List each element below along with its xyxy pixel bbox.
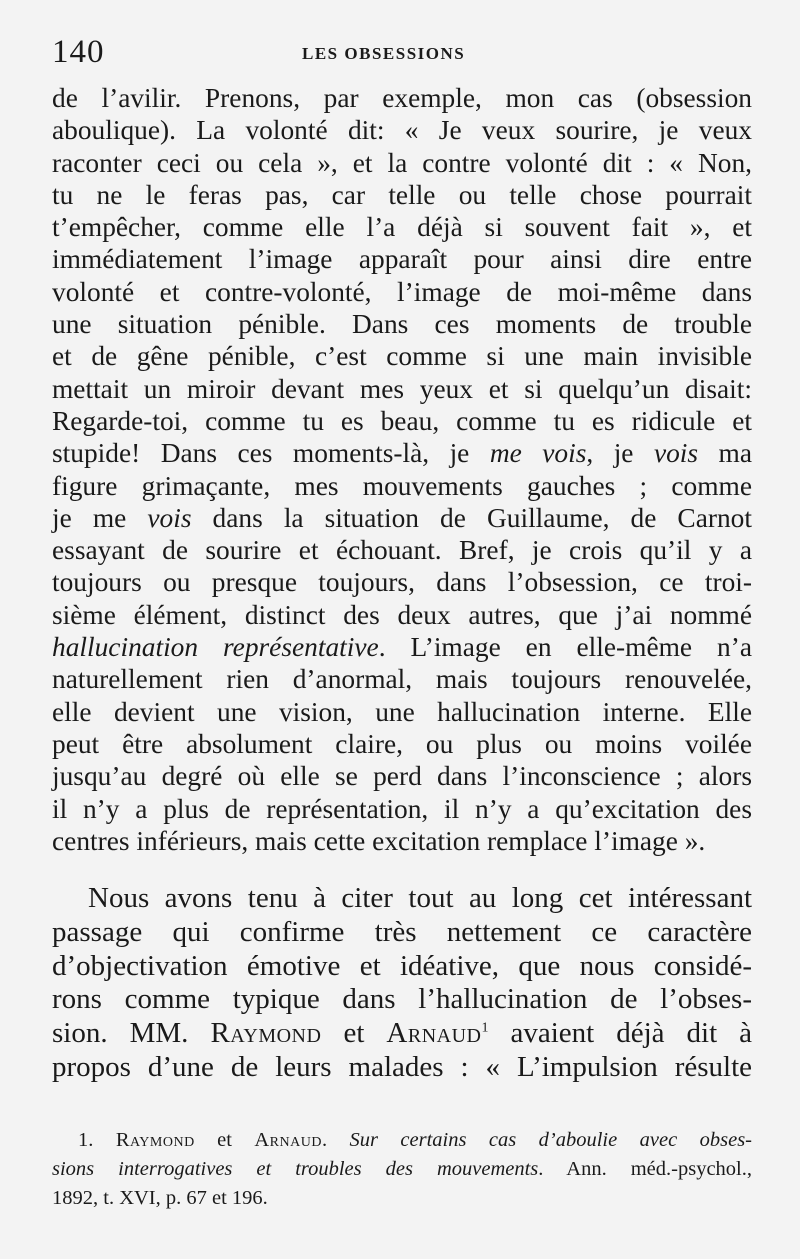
- footnote-line: sions interrogatives et troubles des mouvements. Ann. méd.-psychol.,: [52, 1158, 752, 1180]
- text-line: de l’avilir. Prenons, par exemple, mon cas (obsession: [52, 83, 752, 113]
- footnote-line: 1892, t. XVI, p. 67 et 196.: [52, 1187, 268, 1209]
- page-number: 140: [52, 34, 105, 70]
- work-title: sions interrogatives et troubles des mouvements: [52, 1158, 539, 1180]
- emphasis: me vois: [489, 438, 587, 469]
- text-line: sion. MM. Raymond et Arnaud$^1$ avaient déjà dit à: [52, 1017, 753, 1050]
- text-line: naturellement rien d’anormal, mais toujours renouvelée,: [52, 664, 752, 695]
- page-header: [52, 34, 748, 74]
- footnote: [52, 1126, 752, 1213]
- text-line: d’objectivation émotive et idéative, que nous considé-: [52, 949, 752, 982]
- text-line: aboulique). La volonté dit: « Je veux sourire, je veux: [52, 115, 752, 146]
- text-line: Nous avons tenu à citer tout au long cet intéressant: [88, 882, 752, 914]
- running-head: LES OBSESSIONS: [302, 44, 466, 63]
- text-line: peut être absolument claire, ou plus ou moins voilée: [52, 728, 752, 759]
- text-line: elle devient une vision, une hallucination interne. Elle: [52, 696, 752, 727]
- text-line: une situation pénible. Dans ces moments de trouble: [52, 309, 752, 340]
- footnote-ref[interactable]: 1: [481, 1020, 489, 1036]
- text-line: je me vois dans la situation de Guillaume, de Carnot: [52, 502, 752, 533]
- text-line: hallucination représentative. L’image en elle-même n’a: [52, 632, 752, 663]
- author-name: Raymond: [210, 1017, 322, 1050]
- text-line: mettait un miroir devant mes yeux et si quelqu’un disait:: [52, 373, 752, 404]
- author-name: Arnaud: [386, 1017, 482, 1050]
- text-line: sième élément, distinct des deux autres, que j’ai nommé: [52, 599, 752, 630]
- emphasis: vois: [653, 438, 699, 469]
- paragraph: [52, 882, 752, 1085]
- text-line: toujours ou presque toujours, dans l’obsession, ce troi-: [52, 567, 752, 598]
- text-line: figure grimaçante, mes mouvements gauches ; comme: [52, 470, 752, 501]
- text-line: centres inférieurs, mais cette excitation remplace l’image ».: [52, 825, 706, 856]
- text-line: t’empêcher, comme elle l’a déjà si souvent fait », et: [52, 212, 752, 243]
- text-line: et de gêne pénible, c’est comme si une main invisible: [52, 341, 752, 372]
- text-line: essayant de sourire et échouant. Bref, je crois qu’il y a: [52, 535, 752, 566]
- text-line: propos d’une de leurs malades : « L’impulsion résulte: [52, 1050, 752, 1083]
- emphasis: hallucination représentative: [52, 632, 379, 663]
- text-line: passage qui confirme très nettement ce caractère: [52, 915, 752, 948]
- author-name: Arnaud: [254, 1129, 322, 1151]
- footnote-line: 1. Raymond et Arnaud. Sur certains cas d’aboulie avec obses-: [78, 1129, 753, 1151]
- text-line: jusqu’au degré où elle se perd dans l’inconscience ; alors: [52, 761, 752, 792]
- work-title: Sur certains cas d’aboulie avec obses-: [349, 1129, 753, 1151]
- text-line: rons comme typique dans l’hallucination de l’obses-: [52, 983, 752, 1016]
- emphasis: vois: [147, 502, 192, 533]
- text-line: tu ne le feras pas, car telle ou telle chose pourrait: [52, 179, 752, 210]
- text-line: immédiatement l’image apparaît pour ainsi dire entre: [52, 244, 752, 275]
- text-line: stupide! Dans ces moments-là, je me vois, je vois ma: [52, 438, 753, 469]
- quoted-passage: [52, 82, 752, 857]
- text-line: il n’y a plus de représentation, il n’y a qu’excitation des: [52, 793, 752, 824]
- text-line: Regarde-toi, comme tu es beau, comme tu es ridicule et: [52, 405, 752, 436]
- author-name: Raymond: [115, 1129, 195, 1151]
- text-line: volonté et contre-volonté, l’image de moi-même dans: [52, 276, 752, 307]
- text-line: raconter ceci ou cela », et la contre volonté dit : « Non,: [52, 147, 752, 178]
